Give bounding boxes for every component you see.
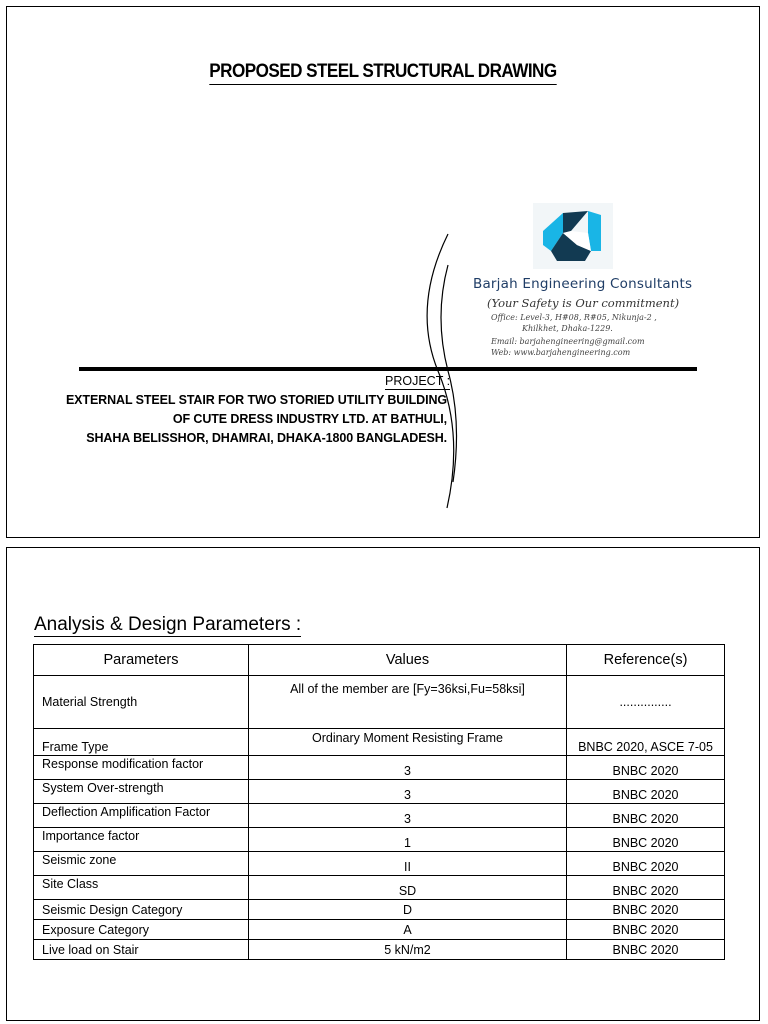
- company-office-line2: Khilkhet, Dhaka-1229.: [522, 324, 613, 333]
- parameters-page: [6, 547, 760, 1021]
- value-cell: All of the member are [Fy=36ksi,Fu=58ksi]: [249, 676, 567, 729]
- project-line: EXTERNAL STEEL STAIR FOR TWO STORIED UTILITY BUILDING: [65, 393, 447, 407]
- table-header-row: [34, 645, 725, 676]
- column-header: Values: [249, 645, 567, 676]
- parameters-table: [33, 644, 725, 960]
- table-row: [34, 729, 725, 756]
- value-cell: A: [249, 920, 567, 940]
- value-cell: SD: [249, 876, 567, 900]
- value-cell: 3: [249, 780, 567, 804]
- reference-cell: BNBC 2020: [567, 756, 725, 780]
- value-cell: 3: [249, 804, 567, 828]
- reference-cell: BNBC 2020: [567, 780, 725, 804]
- title-divider: [79, 367, 697, 371]
- table-row: [34, 876, 725, 900]
- value-cell: D: [249, 900, 567, 920]
- value-cell: II: [249, 852, 567, 876]
- column-header: Reference(s): [567, 645, 725, 676]
- table-row: [34, 780, 725, 804]
- reference-cell: BNBC 2020: [567, 852, 725, 876]
- company-office-line1: Office: Level-3, H#08, R#05, Nikunja-2 ,: [491, 313, 657, 322]
- decorative-curves: [7, 7, 761, 539]
- value-cell: 1: [249, 828, 567, 852]
- project-line: SHAHA BELISSHOR, DHAMRAI, DHAKA-1800 BANGLADESH.: [86, 431, 447, 445]
- section-heading: Analysis & Design Parameters :: [34, 614, 302, 635]
- parameter-cell: Site Class: [34, 876, 249, 900]
- parameter-cell: Live load on Stair: [34, 940, 249, 960]
- parameter-cell: Seismic Design Category: [34, 900, 249, 920]
- parameter-cell: Response modification factor: [34, 756, 249, 780]
- value-cell: 5 kN/m2: [249, 940, 567, 960]
- company-logo-icon: [533, 203, 613, 269]
- parameter-cell: Exposure Category: [34, 920, 249, 940]
- project-line: OF CUTE DRESS INDUSTRY LTD. AT BATHULI,: [172, 412, 447, 426]
- drawing-title: PROPOSED STEEL STRUCTURAL DRAWING: [209, 61, 556, 85]
- table-row: [34, 828, 725, 852]
- reference-cell: BNBC 2020: [567, 900, 725, 920]
- column-header: Parameters: [34, 645, 249, 676]
- reference-cell: BNBC 2020: [567, 828, 725, 852]
- parameter-cell: Material Strength: [34, 676, 249, 729]
- parameter-cell: Seismic zone: [34, 852, 249, 876]
- reference-cell: BNBC 2020: [567, 804, 725, 828]
- parameter-cell: System Over-strength: [34, 780, 249, 804]
- value-cell: Ordinary Moment Resisting Frame: [249, 729, 567, 756]
- reference-cell: BNBC 2020: [567, 876, 725, 900]
- parameter-cell: Deflection Amplification Factor: [34, 804, 249, 828]
- reference-cell: BNBC 2020: [567, 920, 725, 940]
- table-row: [34, 920, 725, 940]
- parameter-cell: Importance factor: [34, 828, 249, 852]
- reference-cell: BNBC 2020, ASCE 7-05: [567, 729, 725, 756]
- company-tagline: (Your Safety is Our commitment): [487, 296, 680, 310]
- table-row: [34, 676, 725, 729]
- table-row: [34, 756, 725, 780]
- company-web: Web: www.barjahengineering.com: [491, 348, 631, 357]
- parameter-cell: Frame Type: [34, 729, 249, 756]
- cover-page: [6, 6, 760, 538]
- company-name: Barjah Engineering Consultants: [473, 276, 693, 292]
- reference-cell: ...............: [567, 676, 725, 729]
- project-label: PROJECT :: [385, 374, 451, 388]
- table-row: [34, 804, 725, 828]
- table-row: [34, 852, 725, 876]
- value-cell: 3: [249, 756, 567, 780]
- company-email: Email: barjahengineering@gmail.com: [491, 337, 645, 346]
- table-row: [34, 940, 725, 960]
- reference-cell: BNBC 2020: [567, 940, 725, 960]
- table-row: [34, 900, 725, 920]
